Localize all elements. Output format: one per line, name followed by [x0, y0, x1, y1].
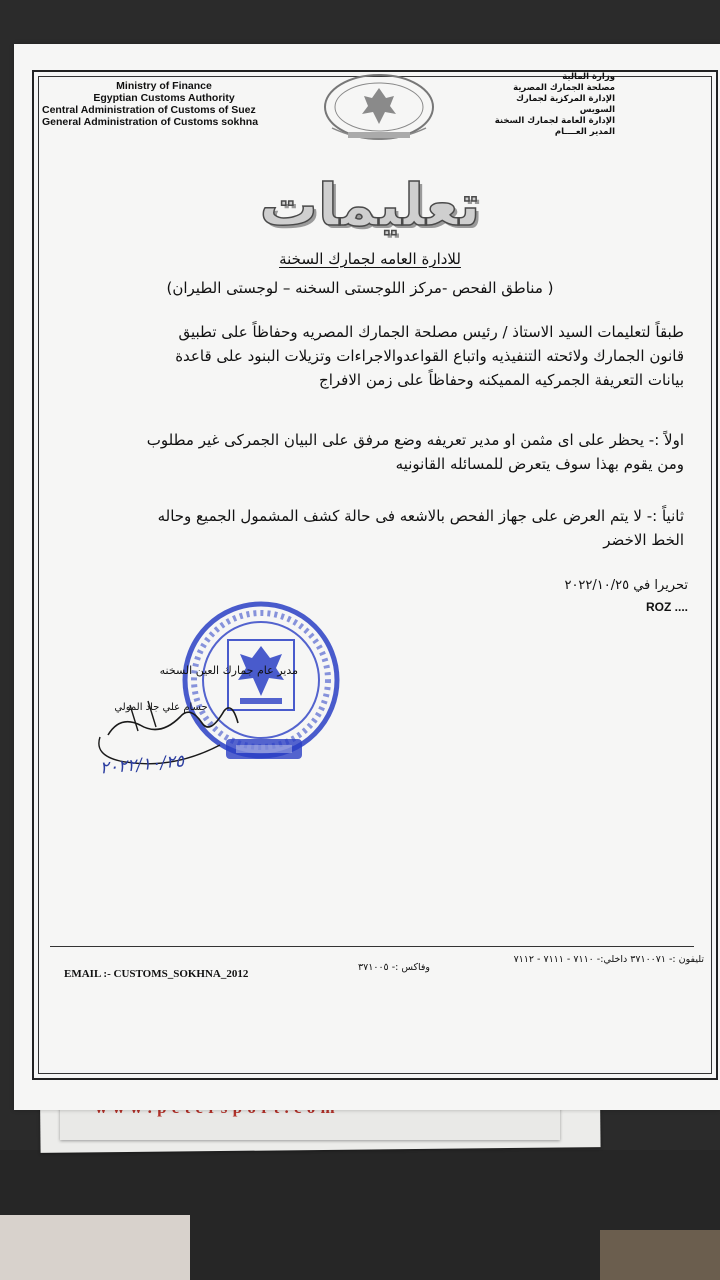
letterhead-line: مصلحة الجمارك المصرية [513, 83, 615, 93]
footer-fax: وفاكس :- ٣٧١٠٠٥ [358, 962, 430, 973]
english-letterhead [44, 80, 284, 128]
letterhead-line: General Administration of Customs sokhna [42, 116, 259, 128]
paragraph-line: الخط الاخضر [603, 531, 684, 549]
desk-edge [600, 1230, 720, 1280]
signatory-name: حسام علي جاد المولي [114, 702, 208, 713]
signatory-title: مدير عام جمارك العين السخنه [159, 664, 298, 677]
letterhead-line: Central Administration of Customs of Suez [42, 104, 256, 116]
document-title: تعليمات [259, 171, 481, 239]
letterhead-line: Ministry of Finance [116, 80, 212, 92]
egyptian-customs-seal-icon [318, 70, 440, 148]
paragraph-line: ثانياً :- لا يتم العرض على جهاز الفحص بالاشعه فى حالة كشف المشمول الجميع وحاله [157, 507, 684, 525]
handwritten-date: ٢٠٢٢/١٠/٢٥ [99, 751, 185, 779]
second-instruction [60, 504, 684, 552]
paragraph-line: اولاً :- يحظر على اى مثمن او مدير تعريفه وضع مرفق على البيان الجمركى غير مطلوب [146, 431, 684, 449]
document-subtitle: للادارة العامه لجمارك السخنة [279, 250, 461, 268]
paragraph-line: بيانات التعريفة الجمركيه المميكنه وحفاظاً على زمن الافراج [319, 371, 684, 389]
desk-item [0, 1215, 190, 1280]
letterhead-line: المدير العــــام [554, 127, 615, 137]
letterhead-line: Egyptian Customs Authority [93, 92, 235, 104]
letterhead-line: الإدارة المركزية لجمارك السويس [516, 94, 615, 115]
paragraph-line: ومن يقوم بهذا سوف يتعرض للمسائله القانونيه [395, 455, 684, 473]
paragraph-line: قانون الجمارك ولائحته التنفيذيه واتباع القواعدوالاجراءات وتزيلات البنود على قاعدة [175, 347, 684, 365]
intro-paragraph [60, 320, 684, 392]
footer-divider [50, 946, 694, 947]
arabic-letterhead [480, 72, 615, 138]
letterhead-line: الإدارة العامة لجمارك السخنة [494, 116, 615, 126]
document-subtitle-scope: ( مناطق الفحص -مركز اللوجستى السخنه – لوجستى الطيران) [166, 279, 554, 297]
footer-email: EMAIL :- CUSTOMS_SOKHNA_2012 [64, 968, 249, 980]
first-instruction [60, 428, 684, 476]
paragraph-line: طبقاً لتعليمات السيد الاستاذ / رئيس مصلحة الجمارك المصريه وحفاظاً على تطبيق [178, 323, 684, 341]
issue-date: تحريرا في ٢٠٢٢/١٠/٢٥ [564, 578, 688, 593]
reference-code: ROZ .... [646, 600, 688, 614]
footer-phone: تليفون :- ٣٧١٠٠٧١ داخلي:- ٧١١٠ - ٧١١١ - ٧١١٢ [513, 954, 704, 965]
letterhead-line: وزارة المالية [562, 72, 615, 82]
